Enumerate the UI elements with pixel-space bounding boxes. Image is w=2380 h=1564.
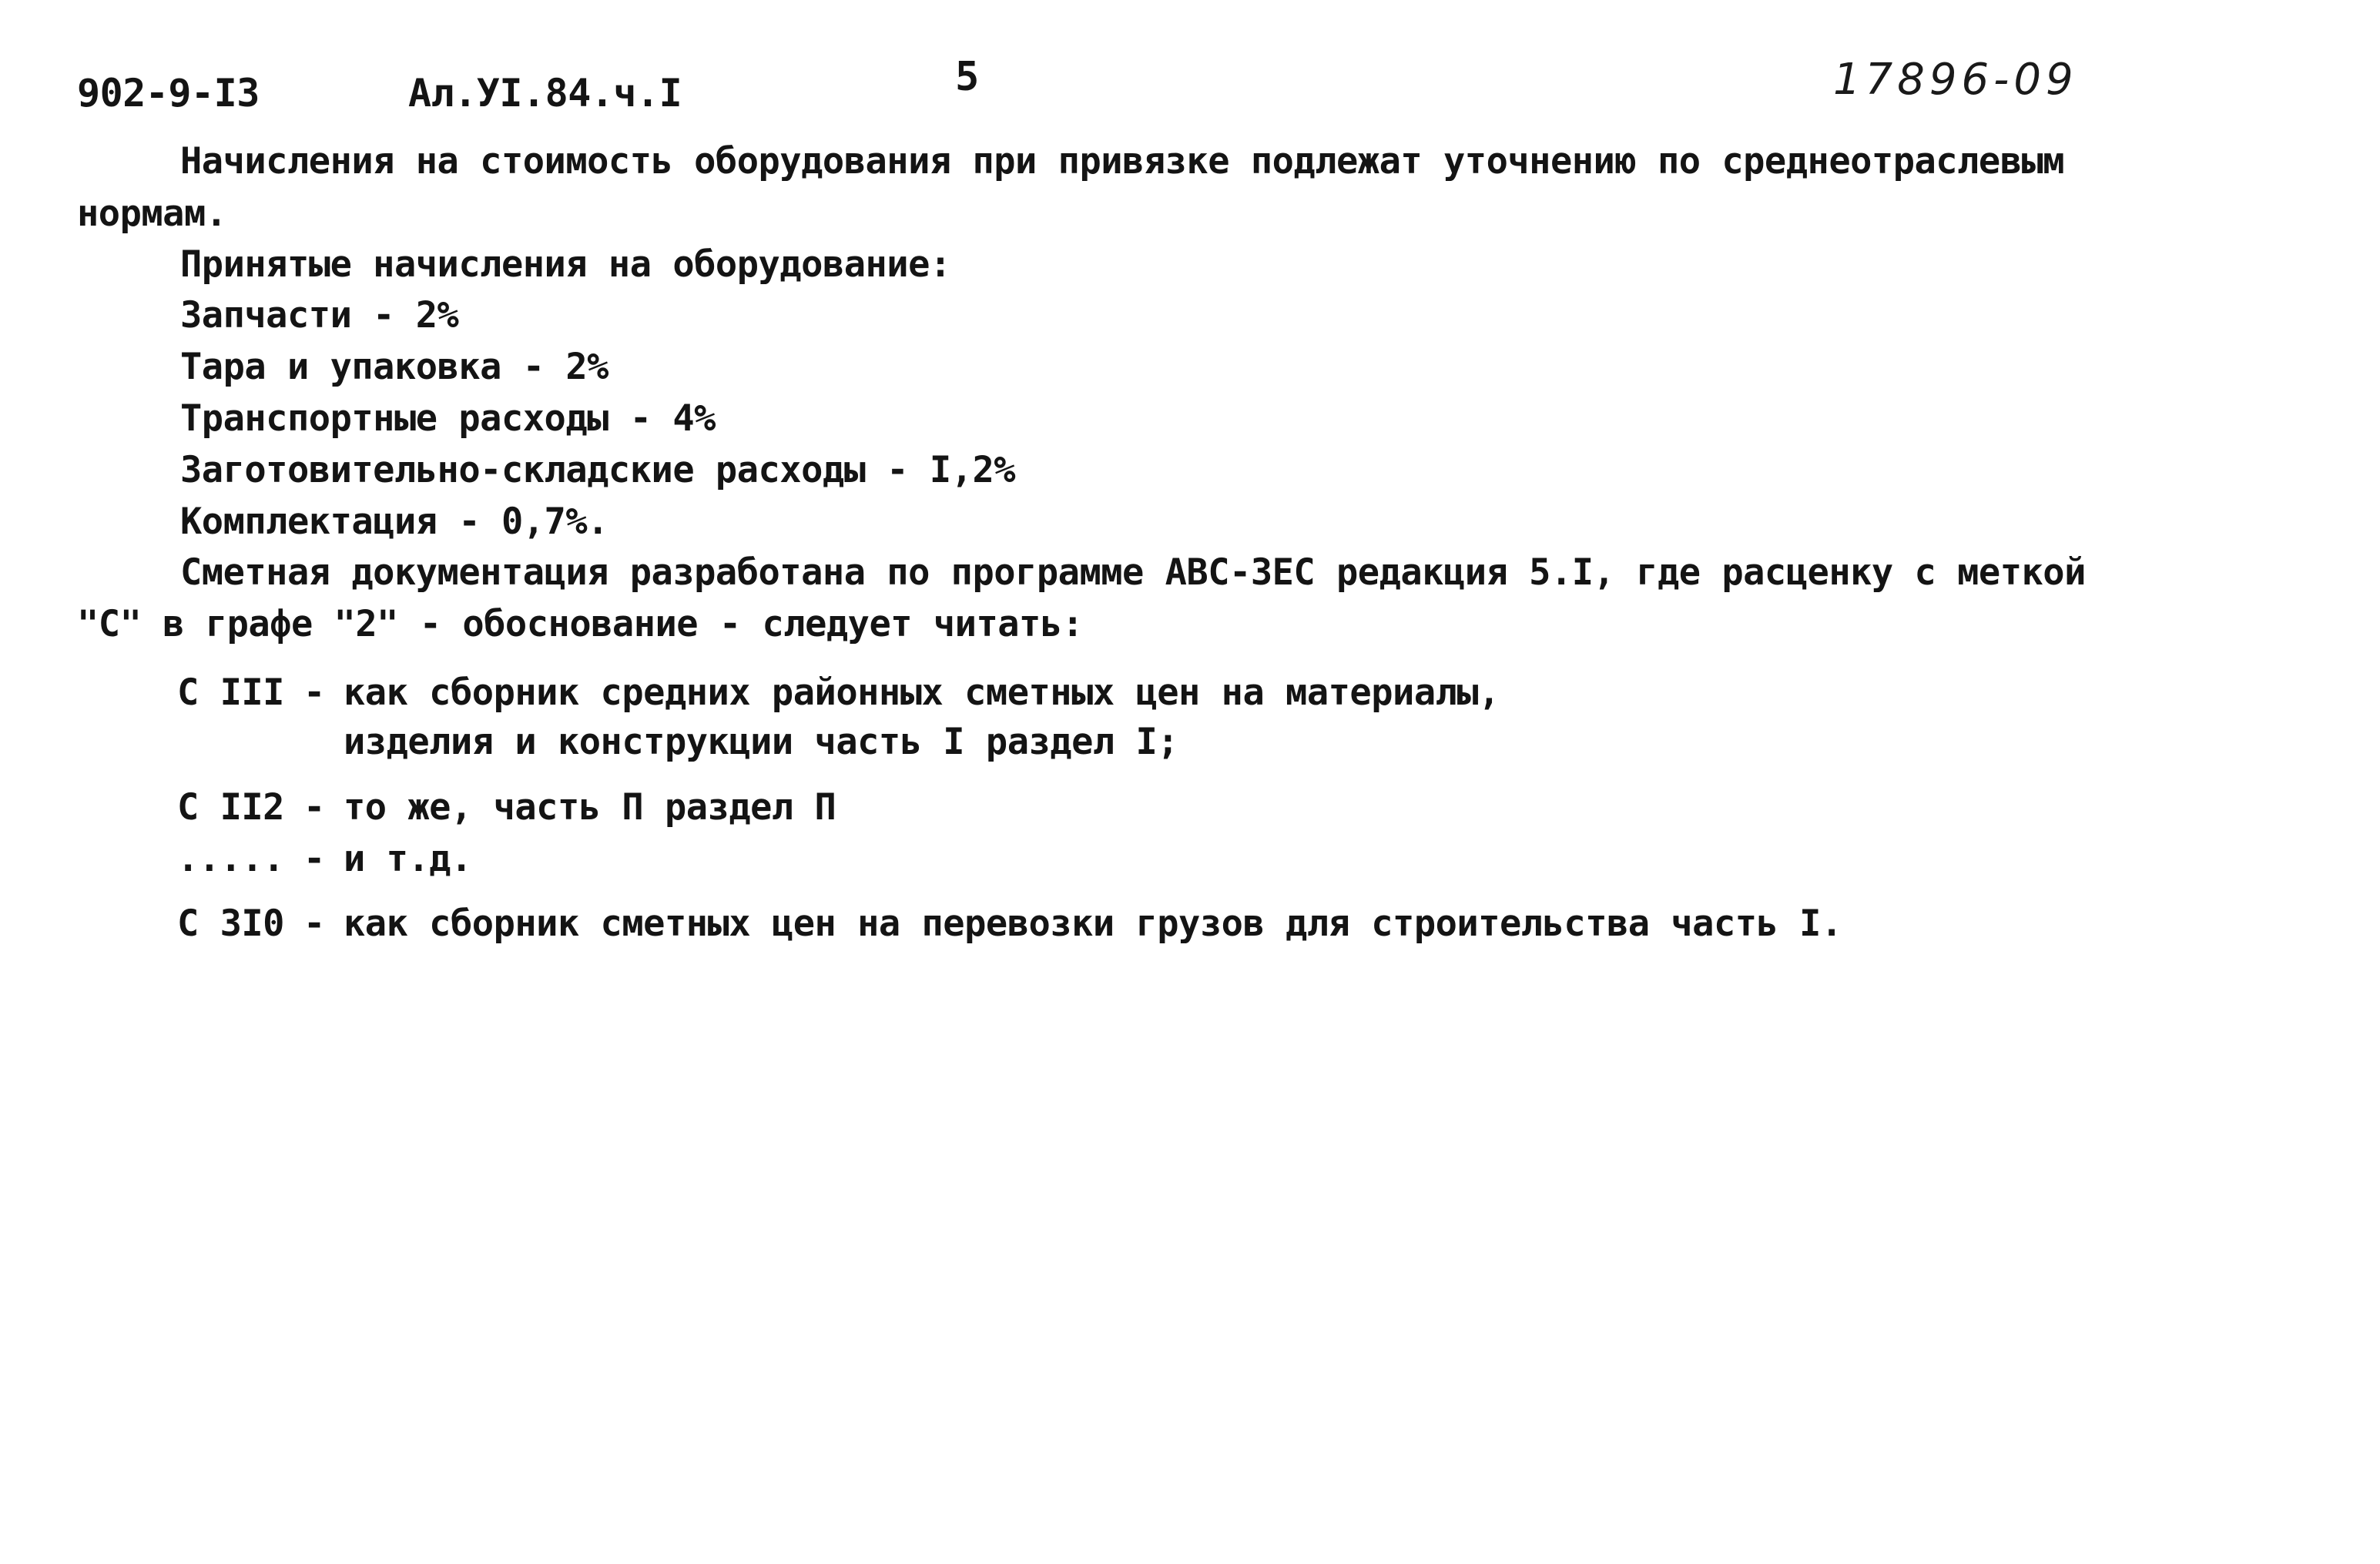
program-line-2: "С" в графе "2" - обоснование - следует читать:	[77, 603, 1084, 645]
charge-transport: Транспортные расходы - 4%	[180, 397, 716, 440]
code-label: С 3I0	[177, 903, 284, 945]
charge-spare-parts: Запчасти - 2%	[180, 294, 459, 337]
code-label: С III	[177, 671, 284, 714]
album-reference: Ал.УI.84.ч.I	[408, 71, 682, 116]
inventory-number: 17896-09	[1833, 55, 2078, 105]
charge-procurement-storage: Заготовительно-складские расходы - I,2%	[180, 449, 1016, 491]
code-dash: -	[303, 671, 325, 714]
code-label: .....	[177, 838, 284, 880]
charge-packaging: Тара и упаковка - 2%	[180, 346, 608, 388]
code-dash: -	[303, 903, 325, 945]
code-description: как сборник средних районных сметных цен на материалы,	[344, 671, 1500, 714]
code-description: то же, часть П раздел П	[344, 786, 836, 829]
accepted-charges-heading: Принятые начисления на оборудование:	[180, 243, 951, 286]
intro-line-2: нормам.	[77, 193, 227, 235]
program-line-1: Сметная документация разработана по программе АВС-3ЕС редакция 5.I, где расценку с меткой	[180, 551, 2086, 594]
code-label: С II2	[177, 786, 284, 829]
charge-completion: Комплектация - 0,7%.	[180, 501, 608, 543]
code-description: и т.д.	[344, 838, 472, 880]
code-description-continued: изделия и конструкции часть I раздел I;	[344, 721, 1179, 763]
code-dash: -	[303, 838, 325, 880]
code-description: как сборник сметных цен на перевозки грузов для строительства часть I.	[344, 903, 1842, 945]
page-number: 5	[955, 54, 979, 100]
code-dash: -	[303, 786, 325, 829]
document-code: 902-9-I3	[77, 71, 260, 116]
intro-line-1: Начисления на стоимость оборудования при привязке подлежат уточнению по среднеотраслевым	[180, 140, 2065, 183]
